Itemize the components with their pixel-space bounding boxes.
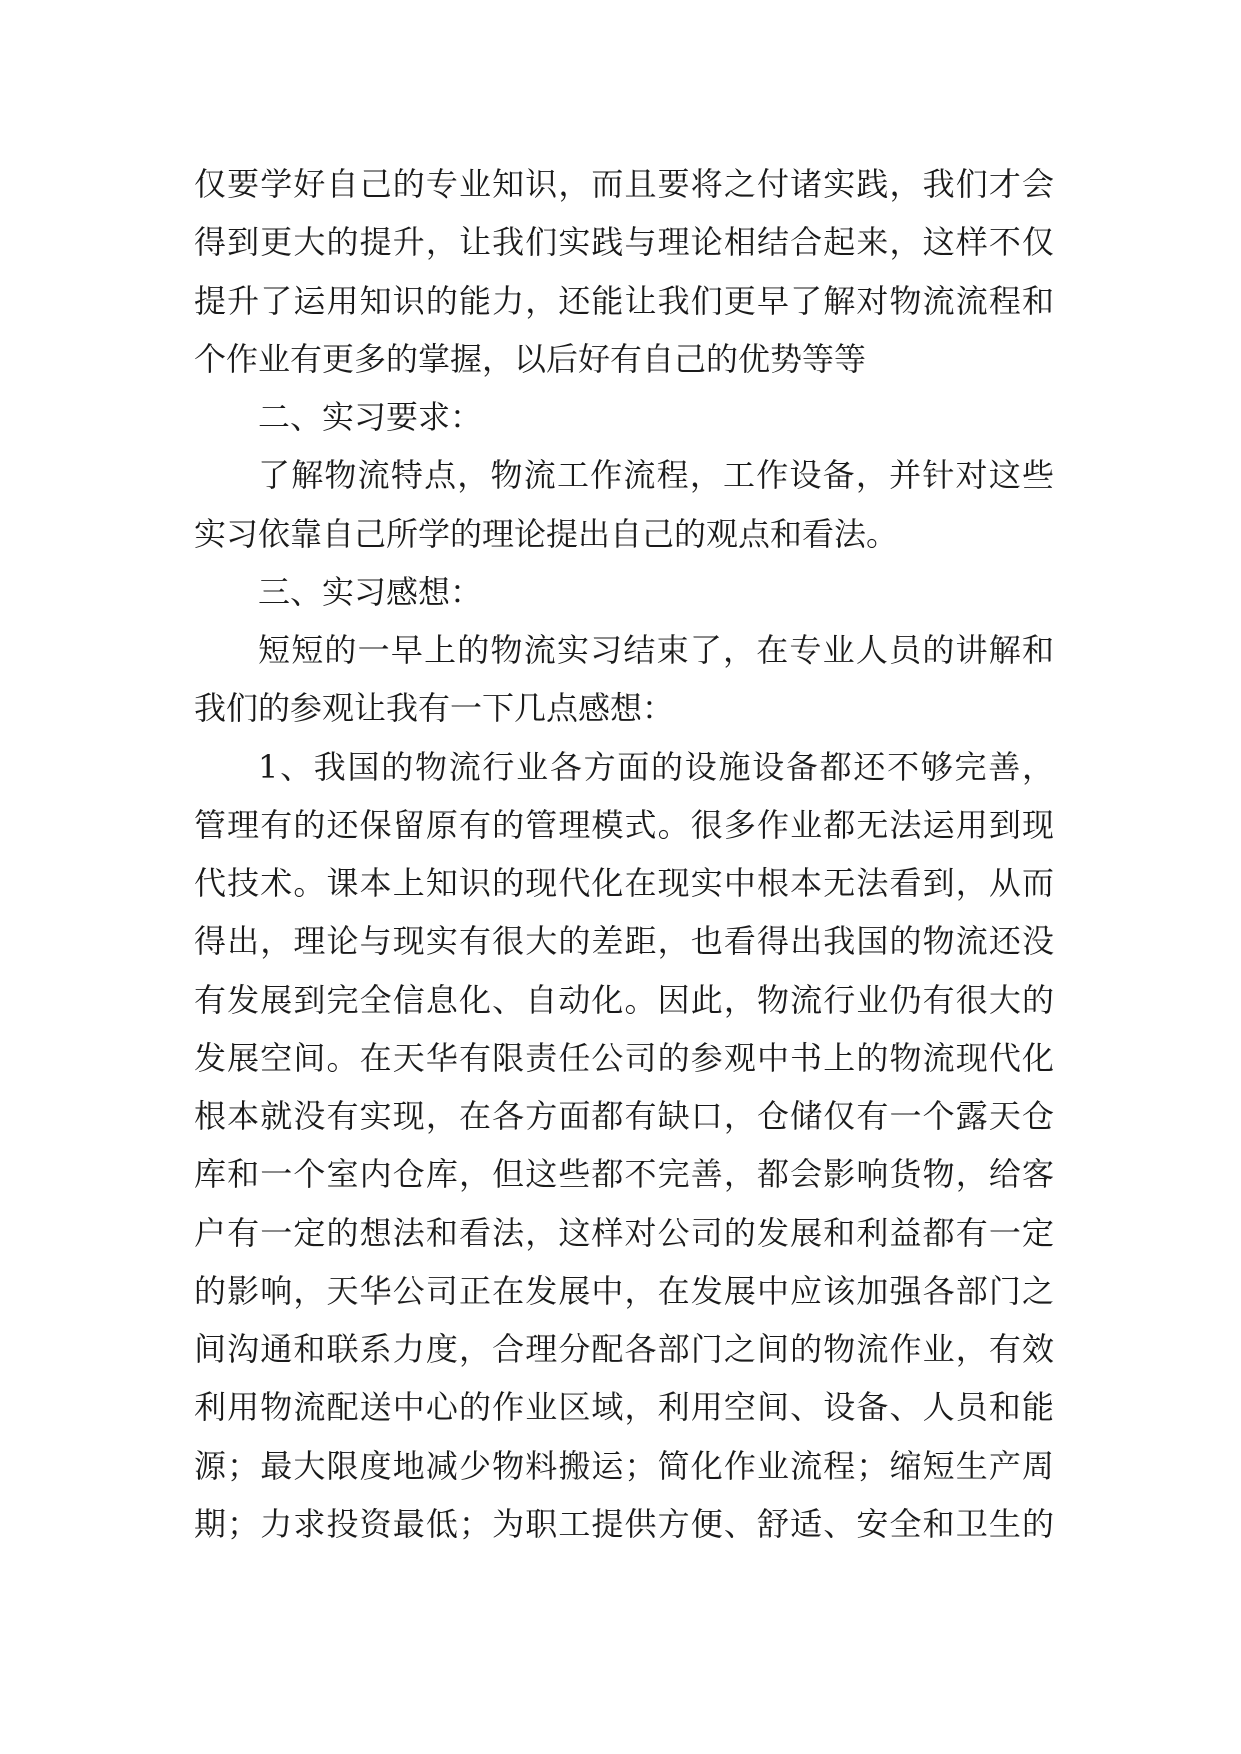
text-line: 利用物流配送中心的作业区域，利用空间、设备、人员和能 bbox=[194, 1388, 1054, 1427]
text-line: 间沟通和联系力度，合理分配各部门之间的物流作业，有效 bbox=[194, 1330, 1054, 1368]
text-line: 代技术。课本上知识的现代化在现实中根本无法看到，从而 bbox=[194, 864, 1054, 902]
text-line: 我们的参观让我有一下几点感想： bbox=[194, 689, 675, 728]
section-heading-requirements: 二、实习要求： bbox=[258, 398, 483, 436]
text-line: 个作业有更多的掌握，以后好有自己的优势等等 bbox=[194, 339, 867, 378]
text-line: 短短的一早上的物流实习结束了，在专业人员的讲解和 bbox=[258, 631, 1054, 669]
text-line: 期；力求投资最低；为职工提供方便、舒适、安全和卫生的 bbox=[194, 1504, 1054, 1543]
text-line: 提升了运用知识的能力，还能让我们更早了解对物流流程和 bbox=[194, 281, 1054, 320]
text-line: 的影响，天华公司正在发展中，在发展中应该加强各部门之 bbox=[194, 1271, 1054, 1310]
text-line: 有发展到完全信息化、自动化。因此，物流行业仍有很大的 bbox=[194, 980, 1054, 1019]
text-line: 源；最大限度地减少物料搬运；简化作业流程；缩短生产周 bbox=[194, 1446, 1054, 1485]
text-line: 库和一个室内仓库，但这些都不完善，都会影响货物，给客 bbox=[194, 1155, 1054, 1194]
text-line: 户有一定的想法和看法，这样对公司的发展和利益都有一定 bbox=[194, 1213, 1054, 1252]
section-heading-reflections: 三、实习感想： bbox=[258, 572, 483, 611]
text-line: 仅要学好自己的专业知识，而且要将之付诸实践，我们才会 bbox=[194, 165, 1054, 203]
text-line: 得到更大的提升，让我们实践与理论相结合起来，这样不仅 bbox=[194, 223, 1054, 262]
text-line: 1、我国的物流行业各方面的设施设备都还不够完善， bbox=[258, 747, 1054, 786]
text-line: 发展空间。在天华有限责任公司的参观中书上的物流现代化 bbox=[194, 1038, 1054, 1077]
text-line: 了解物流特点，物流工作流程，工作设备，并针对这些 bbox=[258, 456, 1054, 495]
text-line: 实习依靠自己所学的理论提出自己的观点和看法。 bbox=[194, 514, 899, 553]
text-line: 得出，理论与现实有很大的差距，也看得出我国的物流还没 bbox=[194, 922, 1054, 961]
text-line: 管理有的还保留原有的管理模式。很多作业都无法运用到现 bbox=[194, 805, 1054, 844]
text-line: 根本就没有实现，在各方面都有缺口，仓储仅有一个露天仓 bbox=[194, 1097, 1054, 1135]
document-body bbox=[194, 155, 1054, 1553]
